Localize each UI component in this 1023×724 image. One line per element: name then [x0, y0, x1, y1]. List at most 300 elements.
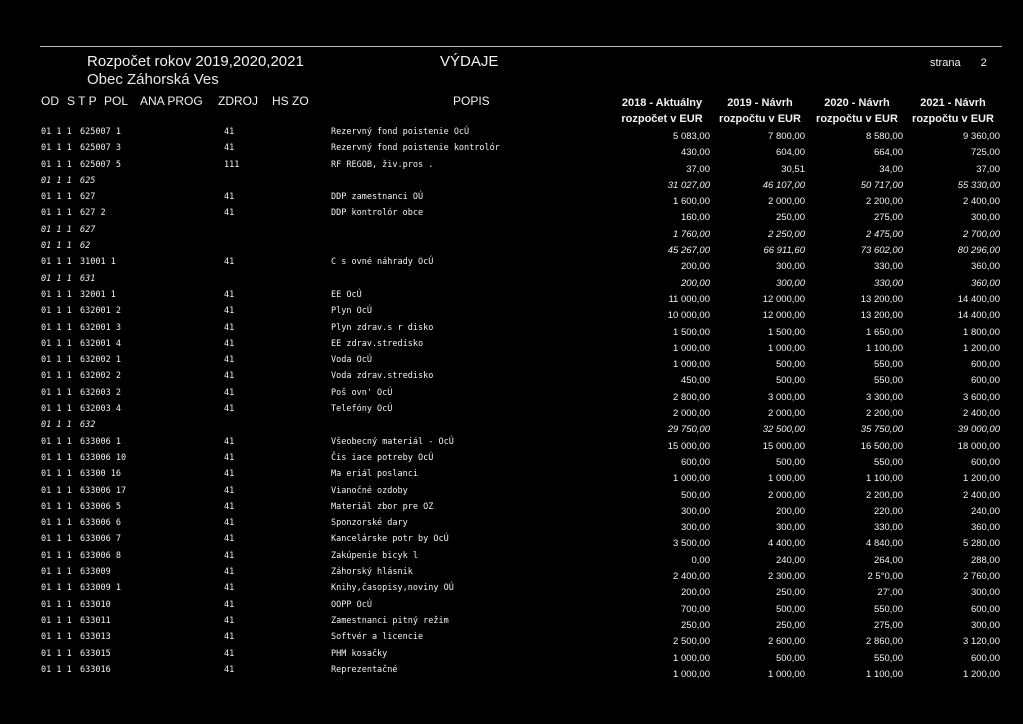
row-zdroj: 41	[224, 452, 235, 463]
row-zdroj: 41	[224, 306, 235, 317]
row-popis: Knihy,časopisy,noviny OÚ	[331, 583, 454, 594]
row-value-2020: 550,00	[873, 456, 903, 468]
row-od: 01 1 1	[41, 404, 72, 415]
col-header-od: OD	[41, 94, 59, 108]
row-value-2019: 32 500,00	[762, 424, 805, 436]
table-row	[0, 435, 1023, 451]
row-value-2018: 200,00	[680, 587, 710, 599]
row-popis: Softvér a licencie	[331, 632, 424, 643]
row-od: 01 1 1	[41, 387, 72, 398]
col-header-2021-line2: rozpočtu v EUR	[912, 113, 994, 125]
row-value-2020: 16 500,00	[860, 440, 903, 452]
col-header-zdroj: ZDROJ	[218, 94, 258, 108]
col-header-2020-line1: 2020 - Návrh	[824, 97, 890, 109]
row-pol: 633006 7	[80, 534, 121, 545]
row-value-2019: 250,00	[775, 587, 805, 599]
row-popis: Voda OcÚ	[331, 355, 372, 366]
col-header-pol: POL	[104, 94, 129, 108]
row-od: 01 1 1	[41, 599, 72, 610]
row-popis: Plyn OcÚ	[331, 306, 372, 317]
row-value-2021: 37,00	[976, 163, 1000, 175]
page-indicator	[930, 57, 987, 69]
table-row	[0, 484, 1023, 500]
row-zdroj: 111	[224, 159, 240, 170]
row-value-2018: 200,00	[680, 277, 710, 289]
table-row	[0, 467, 1023, 483]
row-pol: 632001 2	[80, 306, 121, 317]
table-row	[0, 532, 1023, 548]
row-popis: C s ovné náhrady OcÚ	[331, 257, 434, 268]
row-value-2021: 600,00	[970, 603, 1000, 615]
row-popis: OOPP OcÚ	[331, 599, 372, 610]
row-zdroj: 41	[224, 289, 235, 300]
row-value-2019: 2 600,00	[768, 636, 805, 648]
row-pol: 631	[80, 273, 96, 284]
row-value-2020: 27',00	[877, 587, 903, 599]
row-pol: 633011	[80, 615, 111, 626]
row-value-2018: 1 760,00	[673, 228, 710, 240]
row-value-2018: 250,00	[680, 619, 710, 631]
row-zdroj: 41	[224, 583, 235, 594]
report-title: Rozpočet rokov 2019,2020,2021	[87, 53, 304, 70]
subtotal-row	[0, 223, 1023, 239]
row-zdroj: 41	[224, 143, 235, 154]
row-value-2019: 250,00	[775, 619, 805, 631]
table-row	[0, 647, 1023, 663]
row-value-2018: 450,00	[680, 375, 710, 387]
row-value-2018: 430,00	[680, 147, 710, 159]
row-value-2019: 2 000,00	[768, 489, 805, 501]
row-od: 01 1 1	[41, 224, 72, 235]
row-value-2020: 275,00	[873, 212, 903, 224]
row-value-2020: 220,00	[873, 505, 903, 517]
row-popis: Záhorský hlásnik	[331, 567, 413, 578]
row-zdroj: 41	[224, 567, 235, 578]
row-od: 01 1 1	[41, 143, 72, 154]
table-row	[0, 663, 1023, 679]
row-value-2020: 2 475,00	[866, 228, 903, 240]
table-row	[0, 386, 1023, 402]
row-zdroj: 41	[224, 469, 235, 480]
row-zdroj: 41	[224, 192, 235, 203]
row-zdroj: 41	[224, 534, 235, 545]
row-value-2020: 330,00	[873, 261, 903, 273]
row-pol: 632003 4	[80, 404, 121, 415]
row-popis: EE OcÚ	[331, 289, 362, 300]
row-od: 01 1 1	[41, 615, 72, 626]
row-popis: EE zdrav.stredisko	[331, 338, 424, 349]
row-value-2018: 37,00	[686, 163, 710, 175]
row-pol: 627	[80, 192, 96, 203]
row-zdroj: 41	[224, 485, 235, 496]
table-row	[0, 190, 1023, 206]
row-od: 01 1 1	[41, 355, 72, 366]
row-value-2019: 2 250,00	[768, 228, 805, 240]
row-value-2021: 2 400,00	[963, 489, 1000, 501]
row-zdroj: 41	[224, 322, 235, 333]
row-value-2021: 1 200,00	[963, 473, 1000, 485]
row-zdroj: 41	[224, 355, 235, 366]
row-popis: Voda zdrav.stredisko	[331, 371, 434, 382]
row-pol: 627 2	[80, 208, 106, 219]
row-value-2021: 9 360,00	[963, 131, 1000, 142]
row-popis: Poš ovn' OcÚ	[331, 387, 393, 398]
table-row	[0, 402, 1023, 418]
row-value-2020: 2 200,00	[866, 408, 903, 420]
row-value-2018: 15 000,00	[667, 440, 710, 452]
row-pol: 633006 6	[80, 518, 121, 529]
row-value-2019: 66 911,60	[763, 245, 805, 257]
row-pol: 633006 10	[80, 452, 127, 463]
row-value-2020: 13 200,00	[860, 310, 903, 322]
table-row	[0, 158, 1023, 174]
page-label: strana	[930, 57, 961, 69]
row-value-2019: 46 107,00	[762, 179, 805, 191]
table-row	[0, 369, 1023, 385]
row-zdroj: 41	[224, 615, 235, 626]
row-value-2020: 1 650,00	[866, 326, 903, 338]
row-zdroj: 41	[224, 550, 235, 561]
row-od: 01 1 1	[41, 469, 72, 480]
row-value-2018: 1 000,00	[673, 342, 710, 354]
col-header-2018-line1: 2018 - Aktuálny	[621, 97, 703, 109]
row-value-2021: 1 200,00	[963, 342, 1000, 354]
row-zdroj: 41	[224, 404, 235, 415]
row-value-2020: 73 602,00	[860, 245, 903, 257]
subtotal-row	[0, 418, 1023, 434]
row-value-2019: 500,00	[775, 375, 805, 387]
row-value-2018: 2 400,00	[673, 571, 710, 583]
row-od: 01 1 1	[41, 273, 72, 284]
col-header-anaprog: ANA PROG	[140, 94, 203, 108]
row-od: 01 1 1	[41, 159, 72, 170]
row-zdroj: 41	[224, 436, 235, 447]
row-od: 01 1 1	[41, 241, 72, 252]
table-row	[0, 614, 1023, 630]
section-title: VÝDAJE	[440, 53, 499, 70]
row-value-2018: 2 000,00	[673, 408, 710, 420]
row-pol: 633006 5	[80, 501, 121, 512]
row-value-2020: 34,00	[879, 163, 903, 175]
row-value-2021: 2 400,00	[963, 196, 1000, 208]
col-header-2019-line2: rozpočtu v EUR	[719, 113, 801, 125]
row-value-2018: 1 000,00	[673, 359, 710, 371]
row-pol: 633016	[80, 664, 111, 675]
row-popis: Všeobecný materiál - OcÚ	[331, 436, 454, 447]
table-row	[0, 321, 1023, 337]
row-value-2020: 264,00	[873, 554, 903, 566]
row-popis: Rezervný fond poistenie kontrolór	[331, 143, 500, 154]
row-value-2019: 2 000,00	[768, 408, 805, 420]
row-value-2021: 14 400,00	[957, 293, 1000, 305]
row-popis: DDP kontrolór obce	[331, 208, 424, 219]
table-row	[0, 125, 1023, 141]
row-zdroj: 41	[224, 387, 235, 398]
row-value-2020: 2 200,00	[866, 196, 903, 208]
row-popis: Vianočné ozdoby	[331, 485, 408, 496]
row-pol: 632001 4	[80, 338, 121, 349]
row-od: 01 1 1	[41, 338, 72, 349]
row-value-2021: 2 400,00	[963, 408, 1000, 420]
row-pol: 632002 1	[80, 355, 121, 366]
row-value-2021: 240,00	[970, 505, 1000, 517]
row-pol: 633009	[80, 567, 111, 578]
row-value-2020: 550,00	[873, 652, 903, 664]
row-value-2021: 3 120,00	[963, 636, 1000, 648]
row-value-2021: 725,00	[970, 147, 1000, 159]
row-pol: 632	[80, 420, 96, 431]
table-row	[0, 630, 1023, 646]
row-popis: Ma eriál poslanci	[331, 469, 418, 480]
row-popis: DDP zamestnanci OÚ	[331, 192, 424, 203]
row-popis: Sponzorské dary	[331, 518, 408, 529]
row-value-2021: 360,00	[970, 277, 1000, 289]
top-rule	[40, 46, 1002, 47]
row-od: 01 1 1	[41, 485, 72, 496]
row-od: 01 1 1	[41, 306, 72, 317]
row-value-2018: 0,00	[691, 554, 710, 566]
row-value-2020: 8 580,00	[866, 131, 903, 142]
row-value-2018: 11 000,00	[668, 293, 710, 305]
row-od: 01 1 1	[41, 192, 72, 203]
row-od: 01 1 1	[41, 664, 72, 675]
subtotal-row	[0, 272, 1023, 288]
row-value-2018: 5 083,00	[673, 131, 710, 142]
row-od: 01 1 1	[41, 371, 72, 382]
row-value-2021: 360,00	[970, 261, 1000, 273]
row-value-2019: 7 800,00	[768, 131, 805, 142]
row-zdroj: 41	[224, 208, 235, 219]
row-od: 01 1 1	[41, 420, 72, 431]
row-value-2021: 1 200,00	[963, 668, 1000, 680]
row-pol: 633015	[80, 648, 111, 659]
row-zdroj: 41	[224, 257, 235, 268]
row-value-2020: 550,00	[873, 359, 903, 371]
row-value-2019: 4 400,00	[768, 538, 805, 550]
row-od: 01 1 1	[41, 322, 72, 333]
row-od: 01 1 1	[41, 289, 72, 300]
row-value-2020: 330,00	[873, 522, 903, 534]
table-row	[0, 598, 1023, 614]
row-value-2019: 500,00	[775, 456, 805, 468]
row-value-2020: 550,00	[873, 375, 903, 387]
row-value-2019: 604,00	[775, 147, 805, 159]
row-value-2019: 250,00	[775, 212, 805, 224]
row-value-2019: 1 000,00	[768, 668, 805, 680]
row-pol: 633006 17	[80, 485, 127, 496]
row-value-2019: 300,00	[775, 277, 805, 289]
row-popis: Zakúpenie bicyk l	[331, 550, 418, 561]
row-value-2019: 30,51	[781, 163, 805, 175]
col-header-2021-line1: 2021 - Návrh	[920, 97, 986, 109]
table-row	[0, 451, 1023, 467]
table-row	[0, 353, 1023, 369]
row-value-2019: 1 000,00	[768, 342, 805, 354]
row-value-2018: 160,00	[680, 212, 710, 224]
row-popis: Telefóny OcÚ	[331, 404, 393, 415]
row-pol: 32001 1	[80, 289, 116, 300]
row-od: 01 1 1	[41, 550, 72, 561]
row-value-2021: 14 400,00	[957, 310, 1000, 322]
row-pol: 31001 1	[80, 257, 116, 268]
row-value-2020: 13 200,00	[860, 293, 903, 305]
row-value-2020: 275,00	[873, 619, 903, 631]
row-value-2021: 600,00	[970, 375, 1000, 387]
row-popis: Reprezentačné	[331, 664, 398, 675]
row-value-2020: 550,00	[873, 603, 903, 615]
row-pol: 632003 2	[80, 387, 121, 398]
row-value-2021: 300,00	[970, 587, 1000, 599]
row-value-2018: 2 500,00	[673, 636, 710, 648]
row-value-2019: 200,00	[775, 505, 805, 517]
col-header-stp: S T P	[67, 94, 97, 108]
row-popis: Zamestnanci pitný režim	[331, 615, 449, 626]
row-value-2021: 300,00	[970, 619, 1000, 631]
municipality-name: Obec Záhorská Ves	[87, 71, 219, 88]
row-value-2021: 288,00	[970, 554, 1000, 566]
row-value-2019: 240,00	[775, 554, 805, 566]
row-value-2019: 1 000,00	[768, 473, 805, 485]
row-value-2018: 200,00	[680, 261, 710, 273]
row-value-2018: 31 027,00	[667, 179, 710, 191]
row-value-2021: 300,00	[970, 212, 1000, 224]
row-value-2021: 39 000,00	[957, 424, 1000, 436]
row-pol: 632002 2	[80, 371, 121, 382]
row-pol: 625007 3	[80, 143, 121, 154]
row-value-2021: 5 280,00	[963, 538, 1000, 550]
row-od: 01 1 1	[41, 127, 72, 137]
row-zdroj: 41	[224, 518, 235, 529]
row-value-2019: 2 300,00	[768, 571, 805, 583]
col-header-popis: POPIS	[453, 94, 490, 108]
row-zdroj: 41	[224, 632, 235, 643]
row-value-2020: 664,00	[873, 147, 903, 159]
row-value-2021: 2 760,00	[963, 571, 1000, 583]
row-zdroj: 41	[224, 338, 235, 349]
row-pol: 625	[80, 175, 96, 186]
row-value-2021: 1 800,00	[963, 326, 1000, 338]
row-value-2018: 10 000,00	[667, 310, 710, 322]
row-value-2020: 1 100,00	[866, 473, 903, 485]
row-value-2021: 18 000,00	[957, 440, 1000, 452]
table-row	[0, 255, 1023, 271]
row-value-2021: 600,00	[970, 359, 1000, 371]
row-popis: Čis iace potreby OcÚ	[331, 452, 434, 463]
row-value-2021: 2 700,00	[963, 228, 1000, 240]
row-od: 01 1 1	[41, 518, 72, 529]
row-value-2019: 15 000,00	[762, 440, 805, 452]
row-value-2019: 500,00	[775, 603, 805, 615]
row-value-2020: 50 717,00	[860, 179, 903, 191]
row-value-2018: 600,00	[680, 456, 710, 468]
row-value-2018: 29 750,00	[667, 424, 710, 436]
row-value-2021: 80 296,00	[957, 245, 1000, 257]
row-value-2018: 45 267,00	[667, 245, 710, 257]
row-od: 01 1 1	[41, 632, 72, 643]
row-popis: Materiál zbor pre OZ	[331, 501, 434, 512]
row-value-2020: 3 300,00	[866, 391, 903, 403]
row-value-2018: 3 500,00	[673, 538, 710, 550]
row-od: 01 1 1	[41, 501, 72, 512]
table-row	[0, 565, 1023, 581]
row-zdroj: 41	[224, 127, 235, 137]
row-pol: 633006 1	[80, 436, 121, 447]
row-value-2018: 700,00	[680, 603, 710, 615]
row-value-2019: 1 500,00	[768, 326, 805, 338]
row-value-2018: 1 600,00	[673, 196, 710, 208]
row-od: 01 1 1	[41, 208, 72, 219]
row-value-2021: 360,00	[970, 522, 1000, 534]
col-header-2019-line1: 2019 - Návrh	[727, 97, 793, 109]
row-value-2018: 300,00	[680, 522, 710, 534]
table-row	[0, 304, 1023, 320]
row-value-2018: 1 000,00	[673, 668, 710, 680]
table-row	[0, 288, 1023, 304]
row-value-2019: 500,00	[775, 359, 805, 371]
row-value-2021: 600,00	[970, 456, 1000, 468]
row-od: 01 1 1	[41, 452, 72, 463]
page-number: 2	[980, 57, 987, 69]
row-popis: RF REGOB, živ.pros .	[331, 159, 434, 170]
row-value-2020: 4 840,00	[866, 538, 903, 550]
row-pol: 625007 1	[80, 127, 121, 137]
table-row	[0, 500, 1023, 516]
row-value-2018: 2 800,00	[673, 391, 710, 403]
row-pol: 633006 8	[80, 550, 121, 561]
table-row	[0, 516, 1023, 532]
row-pol: 633009 1	[80, 583, 121, 594]
row-pol: 62	[80, 241, 91, 252]
row-value-2018: 300,00	[680, 505, 710, 517]
col-header-hszo: HS ZO	[272, 94, 309, 108]
subtotal-row	[0, 174, 1023, 190]
row-value-2020: 1 100,00	[866, 342, 903, 354]
row-pol: 625007 5	[80, 159, 121, 170]
row-pol: 632001 3	[80, 322, 121, 333]
row-value-2020: 35 750,00	[860, 424, 903, 436]
table-row	[0, 581, 1023, 597]
row-od: 01 1 1	[41, 257, 72, 268]
row-zdroj: 41	[224, 664, 235, 675]
table-row	[0, 141, 1023, 157]
row-pol: 627	[80, 224, 96, 235]
row-value-2020: 2 860,00	[866, 636, 903, 648]
row-pol: 633013	[80, 632, 111, 643]
row-zdroj: 41	[224, 501, 235, 512]
row-value-2018: 1 000,00	[673, 652, 710, 664]
row-popis: PHM kosačky	[331, 648, 388, 659]
row-value-2021: 3 600,00	[963, 391, 1000, 403]
row-od: 01 1 1	[41, 583, 72, 594]
subtotal-row	[0, 239, 1023, 255]
row-value-2019: 2 000,00	[768, 196, 805, 208]
col-header-2020-line2: rozpočtu v EUR	[816, 113, 898, 125]
row-od: 01 1 1	[41, 567, 72, 578]
row-od: 01 1 1	[41, 534, 72, 545]
col-header-2018-line2: rozpočet v EUR	[621, 113, 703, 125]
row-value-2018: 1 000,00	[673, 473, 710, 485]
row-value-2020: 2 5°0,00	[867, 571, 903, 583]
row-value-2021: 55 330,00	[957, 179, 1000, 191]
row-value-2019: 12 000,00	[762, 310, 805, 322]
row-popis: Kancelárske potr by OcÚ	[331, 534, 449, 545]
row-value-2018: 500,00	[680, 489, 710, 501]
row-value-2019: 300,00	[775, 522, 805, 534]
table-row	[0, 206, 1023, 222]
row-value-2018: 1 500,00	[673, 326, 710, 338]
row-pol: 63300 16	[80, 469, 121, 480]
row-od: 01 1 1	[41, 175, 72, 186]
